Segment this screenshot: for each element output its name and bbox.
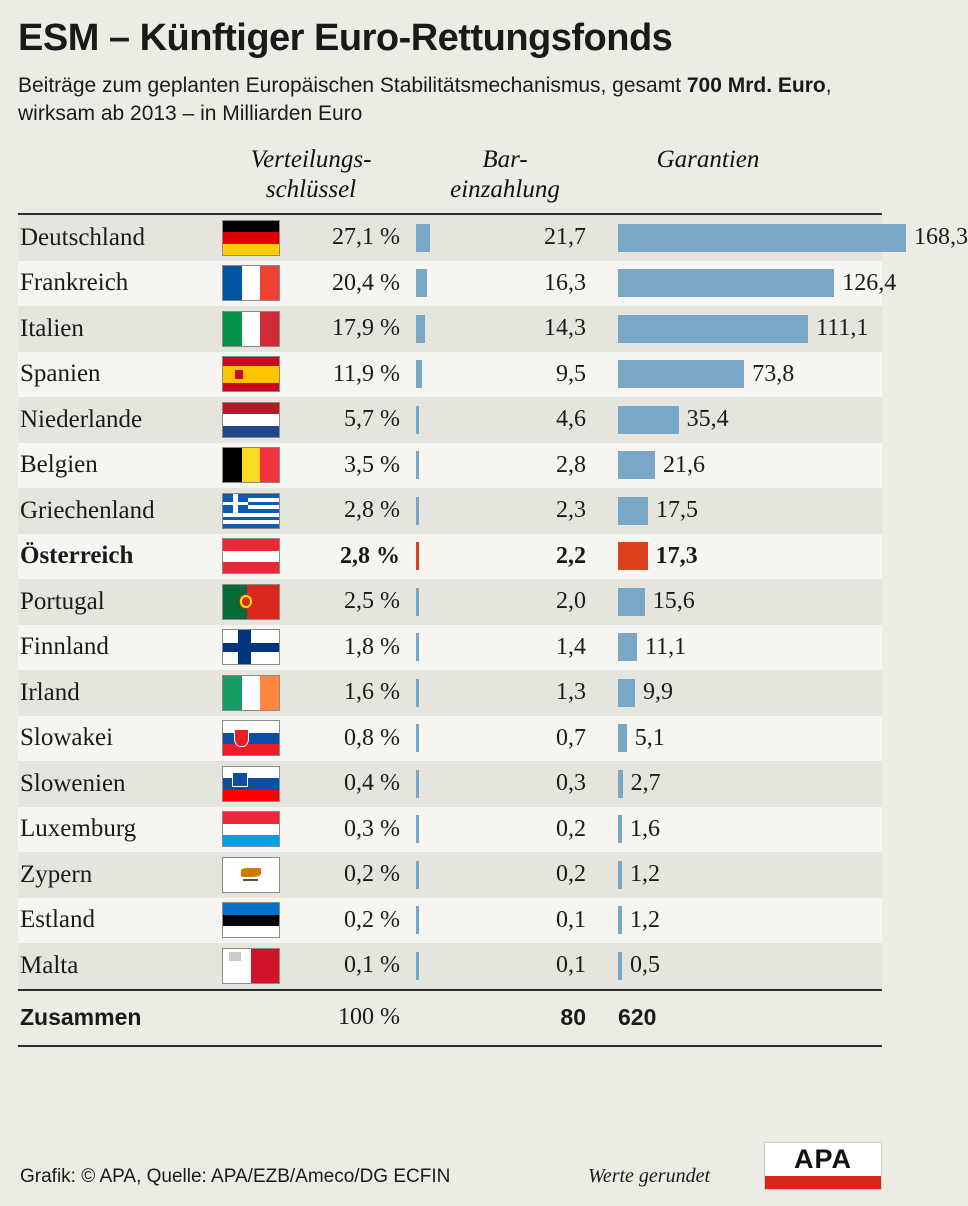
row-key-value: 5,7 % <box>344 406 400 433</box>
row-key-value: 0,4 % <box>344 770 400 797</box>
column-header-guarantees: Garantien <box>656 146 760 174</box>
row-key-value: 11,9 % <box>332 360 400 387</box>
table-row <box>18 807 882 853</box>
row-key-value: 0,2 % <box>344 906 400 933</box>
row-cash-value: 0,1 <box>556 906 586 933</box>
summary-guarantees: 620 <box>618 1004 657 1031</box>
row-guarantee-value: 35,4 <box>686 406 729 433</box>
row-cash-value: 1,3 <box>556 679 586 706</box>
row-country: Österreich <box>20 542 134 570</box>
table-row <box>18 670 882 716</box>
row-country: Italien <box>20 314 84 342</box>
subtitle-post: , wirksam ab 2013 – in Milliarden Euro <box>18 73 832 125</box>
row-guarantee-value: 2,7 <box>630 770 661 797</box>
row-key-value: 2,8 % <box>340 542 400 569</box>
row-key-value: 17,9 % <box>332 315 400 342</box>
row-guarantee-bar <box>618 224 906 252</box>
row-cash-value: 0,3 <box>556 770 586 797</box>
data-table <box>18 213 968 989</box>
flag-ee-icon <box>222 902 280 938</box>
flag-fi-icon <box>222 629 280 665</box>
row-guarantee-value: 11,1 <box>644 633 687 660</box>
flag-at-icon <box>222 538 280 574</box>
row-guarantee-bar <box>618 815 622 843</box>
row-guarantee-bar <box>618 770 623 798</box>
row-country: Irland <box>20 678 80 706</box>
table-row <box>18 579 882 625</box>
row-guarantee-value: 9,9 <box>642 679 673 706</box>
flag-fr-icon <box>222 265 280 301</box>
table-row <box>18 215 968 261</box>
row-guarantee-value: 1,2 <box>630 906 660 933</box>
row-guarantee-bar <box>618 406 679 434</box>
table-row <box>18 761 882 807</box>
row-country: Portugal <box>20 587 105 615</box>
flag-si-icon <box>222 766 280 802</box>
row-country: Finnland <box>20 633 109 661</box>
row-cash-value: 1,4 <box>556 633 586 660</box>
row-key-value: 20,4 % <box>332 269 400 296</box>
row-guarantee-value: 21,6 <box>662 451 705 478</box>
table-row <box>18 943 882 989</box>
row-cash-value: 4,6 <box>556 406 586 433</box>
row-country: Luxemburg <box>20 815 137 843</box>
row-country: Zypern <box>20 860 93 888</box>
summary-key: 100 % <box>338 1004 400 1031</box>
table-row <box>18 397 882 443</box>
row-guarantee-value: 17,3 <box>655 542 698 569</box>
summary-label: Zusammen <box>20 1004 142 1031</box>
table-row <box>18 534 882 580</box>
row-cash-value: 9,5 <box>556 360 586 387</box>
summary-row <box>18 989 882 1047</box>
row-country: Griechenland <box>20 496 155 524</box>
flag-cy-icon <box>222 857 280 893</box>
row-key-value: 2,5 % <box>344 588 400 615</box>
row-guarantee-value: 15,6 <box>652 588 695 615</box>
table-row <box>18 625 882 671</box>
row-country: Niederlande <box>20 405 143 433</box>
column-header-key-line2: schlüssel <box>265 176 357 204</box>
row-cash-value: 2,8 <box>556 451 586 478</box>
flag-be-icon <box>222 447 280 483</box>
row-key-value: 1,8 % <box>344 633 400 660</box>
table-row <box>18 488 882 534</box>
flag-gr-icon <box>222 493 280 529</box>
table-row <box>18 306 882 352</box>
column-headers <box>18 141 882 213</box>
flag-sk-icon <box>222 720 280 756</box>
row-cash-value: 0,7 <box>556 724 586 751</box>
row-guarantee-value: 168,3 <box>914 224 968 251</box>
row-guarantee-value: 126,4 <box>842 269 897 296</box>
row-cash-value: 16,3 <box>544 269 586 296</box>
row-cash-value: 2,0 <box>556 588 586 615</box>
row-guarantee-value: 1,2 <box>630 861 660 888</box>
flag-ie-icon <box>222 675 280 711</box>
row-country: Deutschland <box>20 223 145 251</box>
row-country: Belgien <box>20 451 98 479</box>
row-guarantee-bar <box>618 588 645 616</box>
table-row <box>18 352 882 398</box>
flag-mt-icon <box>222 948 280 984</box>
flag-it-icon <box>222 311 280 347</box>
page-subtitle <box>18 72 848 127</box>
row-country: Slowenien <box>20 769 126 797</box>
row-country: Spanien <box>20 360 101 388</box>
row-key-value: 2,8 % <box>344 497 400 524</box>
summary-cash: 80 <box>560 1004 586 1031</box>
column-header-cash-line1: Bar- <box>482 146 528 174</box>
apa-logo <box>764 1142 882 1190</box>
table-row <box>18 443 882 489</box>
row-guarantee-bar <box>618 451 655 479</box>
row-guarantee-bar <box>618 269 834 297</box>
row-cash-value: 14,3 <box>544 315 586 342</box>
row-country: Malta <box>20 951 79 979</box>
footer <box>18 1122 882 1192</box>
row-key-value: 0,8 % <box>344 724 400 751</box>
row-country: Slowakei <box>20 724 114 752</box>
row-guarantee-value: 5,1 <box>634 724 665 751</box>
table-row <box>18 898 882 944</box>
source-credit: Grafik: © APA, Quelle: APA/EZB/Ameco/DG ECFIN <box>20 1166 451 1187</box>
flag-es-icon <box>222 356 280 392</box>
row-key-value: 0,3 % <box>344 815 400 842</box>
row-guarantee-bar <box>618 679 635 707</box>
subtitle-bold: 700 Mrd. Euro <box>686 73 826 97</box>
row-guarantee-bar <box>618 633 637 661</box>
row-key-value: 0,2 % <box>344 861 400 888</box>
row-cash-value: 21,7 <box>544 224 586 251</box>
row-key-value: 0,1 % <box>344 952 400 979</box>
subtitle-pre: Beiträge zum geplanten Europäischen Stabilitätsmechanismus, gesamt <box>18 73 687 97</box>
row-country: Estland <box>20 906 95 934</box>
row-guarantee-bar <box>618 542 648 570</box>
row-guarantee-bar <box>618 315 808 343</box>
row-cash-value: 0,2 <box>556 861 586 888</box>
apa-logo-bar <box>765 1176 881 1189</box>
row-cash-value: 2,3 <box>556 497 586 524</box>
row-guarantee-bar <box>618 952 622 980</box>
row-key-value: 3,5 % <box>344 451 400 478</box>
row-country: Frankreich <box>20 269 129 297</box>
flag-de-icon <box>222 220 280 256</box>
row-cash-value: 0,2 <box>556 815 586 842</box>
flag-pt-icon <box>222 584 280 620</box>
rounding-note: Werte gerundet <box>588 1165 711 1187</box>
row-guarantee-bar <box>618 360 744 388</box>
row-guarantee-bar <box>618 497 648 525</box>
table-row <box>18 852 882 898</box>
table-row <box>18 716 882 762</box>
column-header-key <box>216 145 406 205</box>
page-title: ESM – Künftiger Euro-Rettungsfonds <box>18 17 673 59</box>
flag-lu-icon <box>222 811 280 847</box>
row-key-value: 1,6 % <box>344 679 400 706</box>
table-row <box>18 261 897 307</box>
column-header-cash <box>416 145 594 205</box>
row-cash-value: 0,1 <box>556 952 586 979</box>
row-guarantee-bar <box>618 724 627 752</box>
row-guarantee-value: 0,5 <box>630 952 660 979</box>
column-header-cash-line2: einzahlung <box>450 176 560 204</box>
row-guarantee-bar <box>618 906 622 934</box>
row-guarantee-value: 17,5 <box>655 497 698 524</box>
row-guarantee-value: 73,8 <box>752 360 795 387</box>
row-guarantee-value: 111,1 <box>816 315 869 342</box>
row-guarantee-value: 1,6 <box>630 815 660 842</box>
column-header-key-line1: Verteilungs- <box>250 146 372 174</box>
row-cash-value: 2,2 <box>556 542 586 569</box>
apa-logo-text: APA <box>793 1144 852 1174</box>
row-guarantee-bar <box>618 861 622 889</box>
flag-nl-icon <box>222 402 280 438</box>
row-key-value: 27,1 % <box>332 224 400 251</box>
